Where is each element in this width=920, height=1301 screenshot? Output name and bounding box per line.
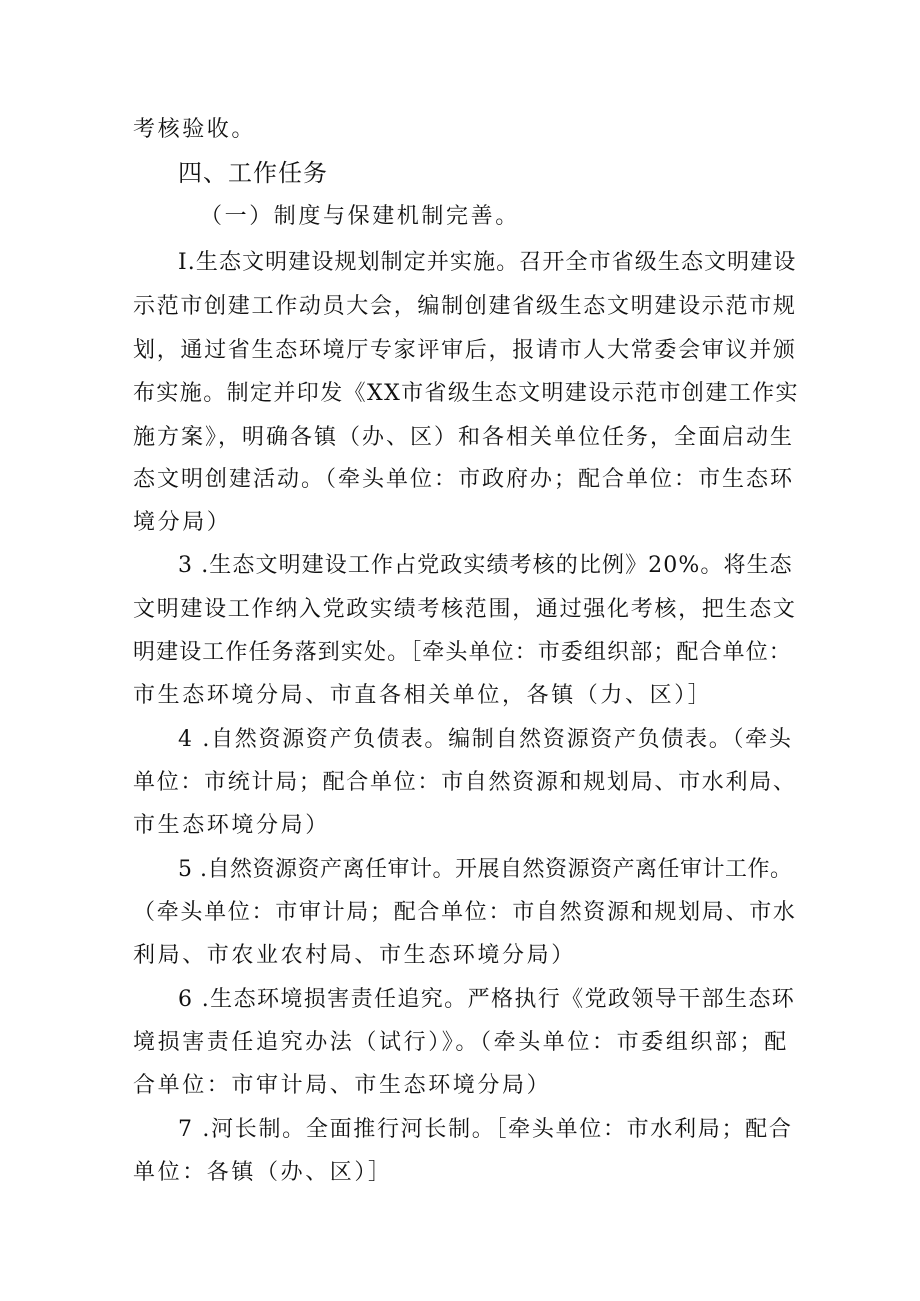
text-line: （牵头单位：市审计局；配合单位：市自然资源和规划局、市水 [133, 900, 797, 925]
text-line: 合单位：市审计局、市生态环境分局） [133, 1073, 552, 1098]
text-line: 划，通过省生态环境厅专家评审后，报请市人大常委会审议并颁 [133, 338, 797, 363]
text-line: 单位：各镇（办、区）］ [133, 1160, 393, 1185]
text-line: 考核验收。 [133, 117, 257, 142]
text-line: 境损害责任追究办法（试行）》。（牵头单位：市委组织部；配 [133, 1030, 789, 1055]
text-line: 3 .生态文明建设工作占党政实绩考核的比例》20%。将生态 [178, 553, 793, 578]
text-line: 境分局） [133, 510, 232, 535]
text-line: 布实施。制定并印发《XX市省级生态文明建设示范市创建工作实 [133, 381, 799, 406]
text-line: 明建设工作任务落到实处。［牵头单位：市委组织部；配合单位： [133, 640, 792, 665]
text-line: 利局、市农业农村局、市生态环境分局） [133, 943, 576, 968]
text-line: 市生态环境分局、市直各相关单位，各镇（力、区）］ [133, 683, 713, 708]
text-line: 单位：市统计局；配合单位：市自然资源和规划局、市水利局、 [133, 770, 797, 795]
text-line: 市生态环境分局） [133, 813, 330, 838]
text-line: 态文明创建活动。（牵头单位：市政府办；配合单位：市生态环 [133, 467, 795, 492]
subsection-heading: （一）制度与保建机制完善。 [200, 204, 520, 229]
section-heading: 四、工作任务 [178, 159, 328, 187]
text-line: I.生态文明建设规划制定并实施。召开全市省级生态文明建设 [178, 250, 797, 275]
text-line: 4 .自然资源资产负债表。编制自然资源资产负债表。（牵头 [178, 727, 793, 752]
text-line: 施方案》，明确各镇（办、区）和各相关单位任务，全面启动生 [133, 425, 795, 450]
text-line: 文明建设工作纳入党政实绩考核范围，通过强化考核，把生态文 [133, 597, 797, 622]
text-line: 6 .生态环境损害责任追究。严格执行《党政领导干部生态环 [178, 987, 796, 1012]
text-line: 5 .自然资源资产离任审计。开展自然资源资产离任审计工作。 [178, 857, 793, 882]
text-line: 示范市创建工作动员大会，编制创建省级生态文明建设示范市规 [133, 294, 797, 319]
text-line: 7 .河长制。全面推行河长制。［牵头单位：市水利局；配合 [178, 1117, 793, 1142]
